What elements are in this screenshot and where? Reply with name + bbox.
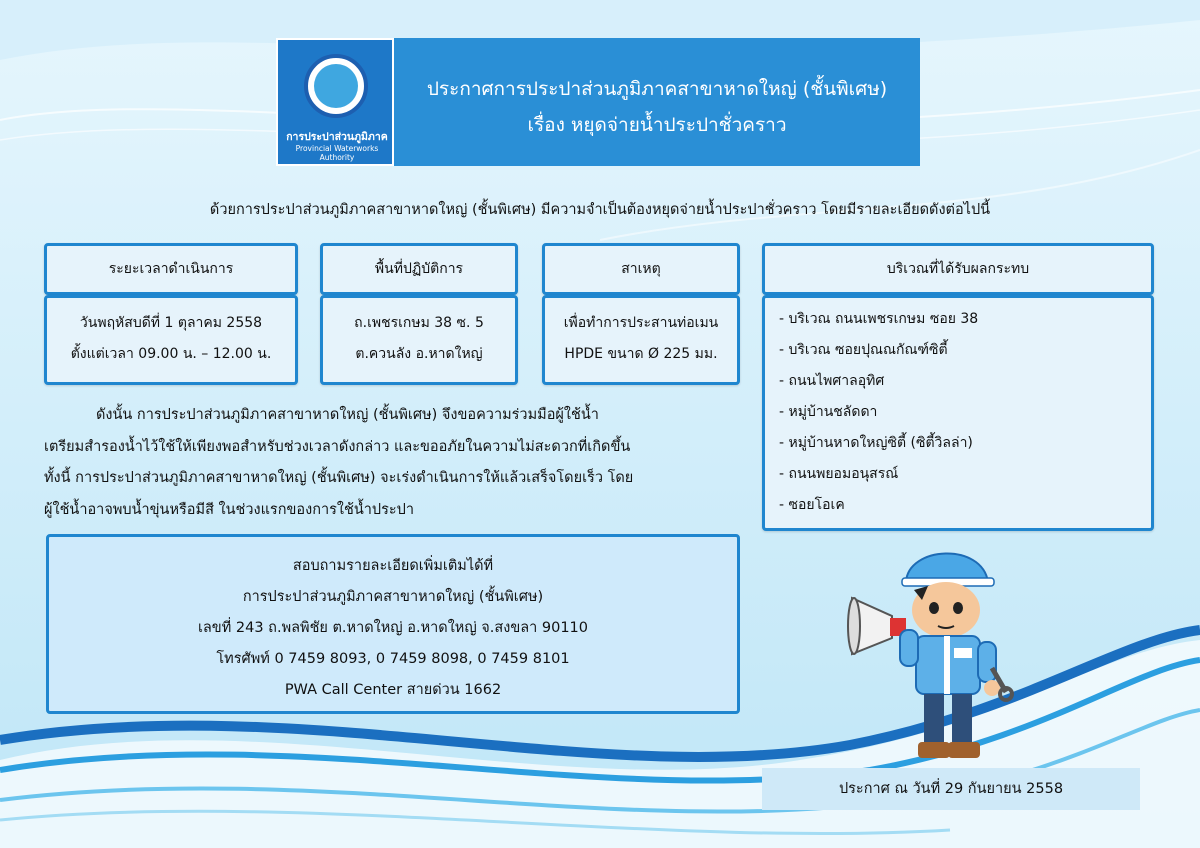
header-cause: สาเหตุ xyxy=(542,243,740,295)
logo-name-th: การประปาส่วนภูมิภาค xyxy=(286,131,388,143)
intro-text: ด้วยการประปาส่วนภูมิภาคสาขาหาดใหญ่ (ชั้นพิเศษ) มีความจำเป็นต้องหยุดจ่ายน้ำประปาชั่วคราว โดยมีรายละเอียดดังต่อไปนี้ xyxy=(209,202,991,218)
header-period: ระยะเวลาดำเนินการ xyxy=(44,243,298,295)
contact-phone: โทรศัพท์ 0 7459 8093, 0 7459 8098, 0 7459 8101 xyxy=(216,651,570,667)
list-item: - หมู่บ้านชลัดดา xyxy=(779,404,878,420)
list-item: - ถนนพยอมอนุสรณ์ xyxy=(779,466,899,482)
body-paragraph xyxy=(44,400,742,526)
body-line: ผู้ใช้น้ำอาจพบน้ำขุ่นหรือมีสี ในช่วงแรกของการใช้น้ำประปา xyxy=(44,501,415,518)
area-box xyxy=(320,295,518,385)
contact-box xyxy=(46,534,740,714)
list-item: - บริเวณ ซอยปุณณกัณฑ์ซิตี้ xyxy=(779,342,948,358)
pwa-logo xyxy=(276,38,394,166)
contact-callcenter: PWA Call Center สายด่วน 1662 xyxy=(284,682,502,698)
list-item: - ถนนไพศาลอุทิศ xyxy=(779,373,885,389)
header-affected: บริเวณที่ได้รับผลกระทบ xyxy=(762,243,1154,295)
logo-name-en: Provincial Waterworks Authority xyxy=(295,144,379,162)
list-item: - หมู่บ้านหาดใหญ่ซิตี้ (ซิตี้วิลล่า) xyxy=(779,435,973,451)
body-line: เตรียมสำรองน้ำไว้ใช้ให้เพียงพอสำหรับช่วงเวลาดังกล่าว และขออภัยในความไม่สะดวกที่เกิดขึ้น xyxy=(44,438,631,455)
announce-date: ประกาศ ณ วันที่ 29 กันยายน 2558 xyxy=(762,768,1140,810)
list-item: - ซอยโอเค xyxy=(779,497,845,513)
cause-line: HPDE ขนาด Ø 225 มม. xyxy=(564,346,718,362)
announcement-title: ประกาศการประปาส่วนภูมิภาคสาขาหาดใหญ่ (ชั้นพิเศษ) xyxy=(426,78,888,100)
area-line: ถ.เพชรเกษม 38 ซ. 5 xyxy=(354,315,484,331)
body-line: ทั้งนี้ การประปาส่วนภูมิภาคสาขาหาดใหญ่ (ชั้นพิเศษ) จะเร่งดำเนินการให้แล้วเสร็จโดยเร็ว โดย xyxy=(44,470,634,486)
contact-line: สอบถามรายละเอียดเพิ่มเติมได้ที่ xyxy=(292,558,494,574)
area-line: ต.ควนลัง อ.หาดใหญ่ xyxy=(355,346,483,362)
list-item: - บริเวณ ถนนเพชรเกษม ซอย 38 xyxy=(779,311,979,327)
period-date: วันพฤหัสบดีที่ 1 ตุลาคม 2558 xyxy=(79,315,263,331)
period-time: ตั้งแต่เวลา 09.00 น. – 12.00 น. xyxy=(70,346,272,362)
announcement-subject: เรื่อง หยุดจ่ายน้ำประปาชั่วคราว xyxy=(527,114,787,136)
cause-line: เพื่อทำการประสานท่อเมน xyxy=(563,315,719,331)
header-area: พื้นที่ปฏิบัติการ xyxy=(320,243,518,295)
contact-line: การประปาส่วนภูมิภาคสาขาหาดใหญ่ (ชั้นพิเศษ) xyxy=(242,589,544,605)
cause-box xyxy=(542,295,740,385)
logo-emblem-icon xyxy=(304,54,368,118)
affected-list xyxy=(762,295,1154,531)
mascot-illustration xyxy=(842,538,1024,770)
period-box xyxy=(44,295,298,385)
contact-address: เลขที่ 243 ถ.พลพิชัย ต.หาดใหญ่ อ.หาดใหญ่ จ.สงขลา 90110 xyxy=(197,620,589,636)
body-line: ดังนั้น การประปาส่วนภูมิภาคสาขาหาดใหญ่ (ชั้นพิเศษ) จึงขอความร่วมมือผู้ใช้น้ำ xyxy=(96,407,599,423)
logo-emblem-inner xyxy=(314,64,358,108)
